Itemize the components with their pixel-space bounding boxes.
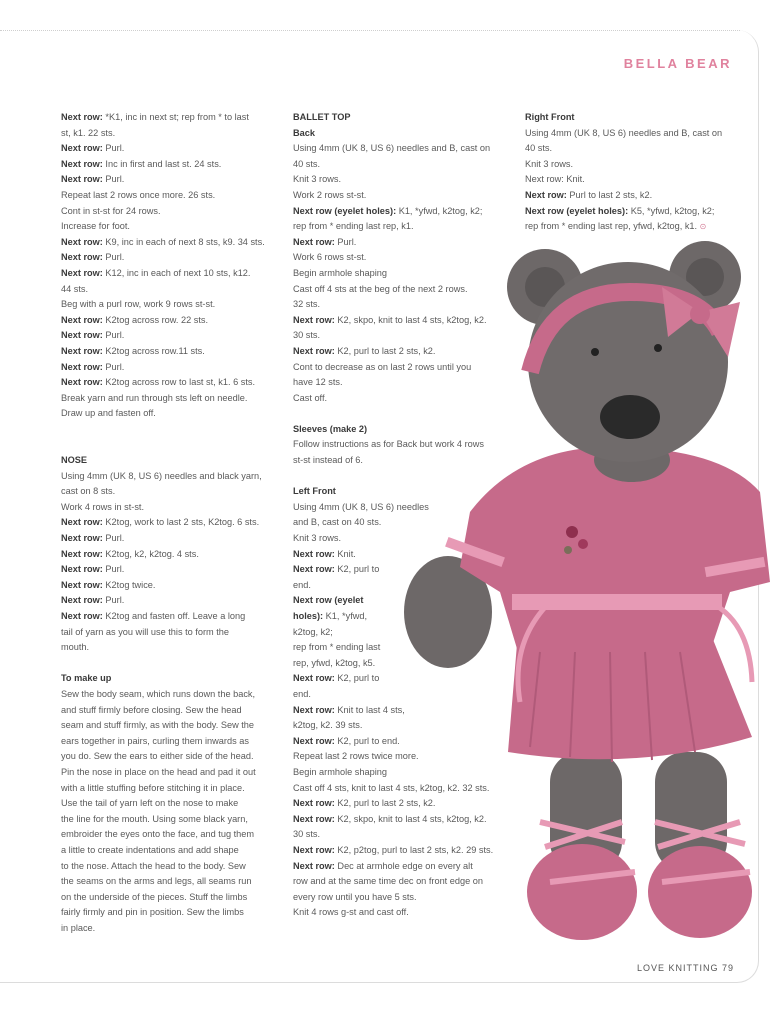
pattern-row: Next row: Purl.	[61, 564, 125, 575]
pattern-row: Next row: Knit.	[293, 548, 356, 559]
pattern-row: 40 sts.	[525, 143, 553, 154]
pattern-row: Repeat last 2 rows twice more.	[293, 751, 419, 762]
pattern-row: Next row: Dec at armhole edge on every alt	[293, 860, 473, 871]
pattern-row: Next row: K2, p2tog, purl to last 2 sts, k2. 29 sts.	[293, 844, 494, 855]
bear-left-eye	[591, 348, 599, 356]
end-of-article-icon: ⊙	[699, 222, 707, 232]
pattern-row: Next row: K2, purl to last 2 sts, k2.	[293, 798, 436, 809]
body-text-line: in place.	[61, 922, 96, 933]
pattern-row: Next row: K2, purl to last 2 sts, k2.	[293, 345, 436, 356]
pattern-row: mouth.	[61, 642, 90, 653]
body-text-line: Use the tail of yarn left on the nose to make	[61, 798, 239, 809]
pattern-row: Next row: K2tog, work to last 2 sts, K2tog. 6 sts.	[61, 517, 260, 528]
pattern-row: 44 sts.	[61, 283, 89, 294]
pattern-row: Next row: Purl.	[61, 330, 125, 341]
body-text-line: fairly firmly and pin in position. Sew the limbs	[61, 907, 244, 918]
section-heading-ballet-top: BALLET TOP	[293, 112, 351, 122]
body-text-line: and stuff firmly before closing. Sew the head	[61, 704, 242, 715]
pattern-row: Knit 3 rows.	[293, 174, 341, 185]
pattern-row: Knit 4 rows g-st and cast off.	[293, 907, 409, 918]
pattern-row: Next row: K2tog across row.11 sts.	[61, 345, 205, 356]
pattern-row: Next row: K2tog across row to last st, k1. 6 sts.	[61, 377, 256, 388]
pattern-row: Follow instructions as for Back but work 4 rows	[293, 439, 484, 450]
pattern-row: Next row: Purl.	[61, 252, 125, 263]
pattern-row: k2tog, k2. 39 sts.	[293, 720, 363, 731]
pattern-row: Next row: K9, inc in each of next 8 sts, k9. 34 sts.	[61, 236, 265, 247]
subheading-left-front: Left Front	[293, 486, 336, 497]
pattern-row: Cast off 4 sts at the beg of the next 2 rows.	[293, 283, 468, 294]
pattern-row: 40 sts.	[293, 158, 321, 169]
body-text-line: a little to create indentations and add shape	[61, 844, 239, 855]
pattern-row: 30 sts.	[293, 829, 321, 840]
body-text-line: embroider the eyes onto the face, and tug them	[61, 829, 255, 840]
pattern-row: k2tog, k2;	[293, 626, 333, 637]
pattern-row: Work 2 rows st-st.	[293, 189, 367, 200]
pattern-row: Break yarn and run through sts left on needle.	[61, 392, 248, 403]
pattern-row: Next row: K2, purl to	[293, 564, 380, 575]
bear-left-shoe	[527, 844, 637, 940]
pattern-row: Next row: *K1, inc in next st; rep from * to last	[61, 112, 249, 122]
magazine-name: LOVE KNITTING	[636, 963, 719, 973]
bear-nose	[600, 395, 660, 439]
page-footer	[637, 963, 734, 973]
subheading-right-front: Right Front	[525, 112, 575, 122]
pattern-row: Next row: Purl.	[61, 533, 125, 544]
body-text-line: to the nose. Attach the head to the body. Sew	[61, 860, 246, 871]
pattern-row: Using 4mm (UK 8, US 6) needles and B, cast on	[293, 143, 491, 154]
pattern-row: Next row: Purl.	[61, 174, 125, 185]
body-text-line: you do. Sew the ears to either side of the head.	[61, 751, 254, 762]
pattern-row: Next row: K2, skpo, knit to last 4 sts, k2tog, k2.	[293, 314, 487, 325]
column-3	[525, 110, 735, 235]
body-text-line: ears together in pairs, curling them inwards as	[61, 735, 249, 746]
subheading-back: Back	[293, 127, 315, 138]
body-text-line: on the underside of the pieces. Stuff the limbs	[61, 891, 248, 902]
body-text-line: the seams on the arms and legs, all seams run	[61, 876, 252, 887]
pattern-row: Draw up and fasten off.	[61, 408, 156, 419]
pattern-row: Next row: K2tog, k2, k2tog. 4 sts.	[61, 548, 199, 559]
bear-right-eye	[654, 344, 662, 352]
ballet-skirt	[508, 632, 752, 759]
pattern-row: Next row: K2, purl to end.	[293, 735, 400, 746]
pattern-row: Cast off.	[293, 392, 328, 403]
pattern-row: Next row: Purl to last 2 sts, k2.	[525, 189, 653, 200]
pattern-row: Knit 3 rows.	[525, 158, 573, 169]
page-number: 79	[721, 963, 734, 973]
pattern-row: row and at the same time dec on front edge on	[293, 876, 483, 887]
pattern-row: Beg with a purl row, work 9 rows st-st.	[61, 299, 216, 310]
pattern-row: rep from * ending last rep, k1.	[293, 221, 414, 232]
pattern-row: every row until you have 5 sts.	[293, 891, 417, 902]
pattern-row: Next row: K2, skpo, knit to last 4 sts, k2tog, k2.	[293, 813, 487, 824]
pattern-row: and B, cast on 40 sts.	[293, 517, 382, 528]
pattern-row: Next row: Purl.	[61, 595, 125, 606]
body-text-line: the line for the mouth. Using some black yarn,	[61, 813, 248, 824]
pattern-row: Next row: Purl.	[61, 361, 125, 372]
pattern-row: Next row (eyelet	[293, 595, 364, 606]
pattern-row: Next row (eyelet holes): K5, *yfwd, k2tog, k2;	[525, 205, 715, 216]
pattern-row: Work 6 rows st-st.	[293, 252, 367, 263]
pattern-row: Next row: Knit to last 4 sts,	[293, 704, 405, 715]
knitted-bear-photo	[400, 232, 784, 962]
page-header-title: BELLA BEAR	[623, 56, 732, 71]
pattern-row: Using 4mm (UK 8, US 6) needles	[293, 501, 429, 512]
pattern-row: Next row: Knit.	[525, 174, 585, 185]
pattern-row: Knit 3 rows.	[293, 533, 341, 544]
pattern-row: Cast off 4 sts, knit to last 4 sts, k2tog, k2. 32 sts.	[293, 782, 490, 793]
pattern-row: 32 sts.	[293, 299, 321, 310]
pattern-row: Next row: K2, purl to	[293, 673, 380, 684]
pattern-row: have 12 sts.	[293, 377, 343, 388]
pattern-row: Begin armhole shaping	[293, 267, 387, 278]
pattern-row: rep, yfwd, k2tog, k5.	[293, 657, 376, 668]
subheading-sleeves: Sleeves (make 2)	[293, 423, 368, 434]
pattern-row: Work 4 rows in st-st.	[61, 501, 145, 512]
pattern-row: st-st instead of 6.	[293, 455, 363, 466]
pattern-row: Repeat last 2 rows once more. 26 sts.	[61, 189, 216, 200]
section-heading-nose: NOSE	[61, 455, 88, 466]
section-heading-make-up: To make up	[61, 673, 112, 684]
body-text-line: Pin the nose in place on the head and pad it out	[61, 766, 256, 777]
pattern-row: rep from * ending last rep, yfwd, k2tog, k1. ⊙	[525, 221, 707, 232]
column-1	[61, 110, 275, 936]
pattern-row: Next row: Purl.	[61, 143, 125, 154]
pattern-row: Cont to decrease as on last 2 rows until you	[293, 361, 472, 372]
pattern-row: end.	[293, 579, 311, 590]
pattern-row: Next row (eyelet holes): K1, *yfwd, k2tog, k2;	[293, 205, 483, 216]
pattern-row: holes): K1, *yfwd,	[293, 611, 368, 621]
pattern-row: 30 sts.	[293, 330, 321, 341]
pattern-row: Next row: Purl.	[293, 236, 357, 247]
pattern-row: Next row: K12, inc in each of next 10 sts, k12.	[61, 267, 251, 278]
pattern-row: Next row: K2tog across row. 22 sts.	[61, 314, 209, 325]
pattern-row: Next row: K2tog and fasten off. Leave a long	[61, 611, 246, 621]
body-text-line: seam and stuff firmly, as with the body. Sew the	[61, 720, 255, 731]
pattern-row: Using 4mm (UK 8, US 6) needles and black yarn,	[61, 470, 262, 481]
body-text-line: with a little stuffing before stitching it in place.	[61, 782, 245, 793]
pattern-row: Next row: K2tog twice.	[61, 579, 156, 590]
bear-right-shoe	[648, 846, 752, 938]
pattern-row: end.	[293, 688, 311, 699]
pattern-row: Begin armhole shaping	[293, 766, 387, 777]
pattern-row: Cont in st-st for 24 rows.	[61, 205, 161, 216]
pattern-row: rep from * ending last	[293, 642, 381, 653]
pattern-row: cast on 8 sts.	[61, 486, 116, 497]
pattern-row: Using 4mm (UK 8, US 6) needles and B, cast on	[525, 127, 723, 138]
pattern-row: Next row: Inc in first and last st. 24 sts.	[61, 158, 222, 169]
pattern-row: tail of yarn as you will use this to form the	[61, 626, 229, 637]
pattern-row: Increase for foot.	[61, 221, 130, 232]
pattern-row: st, k1. 22 sts.	[61, 127, 116, 138]
body-text-line: Sew the body seam, which runs down the back,	[61, 688, 256, 699]
